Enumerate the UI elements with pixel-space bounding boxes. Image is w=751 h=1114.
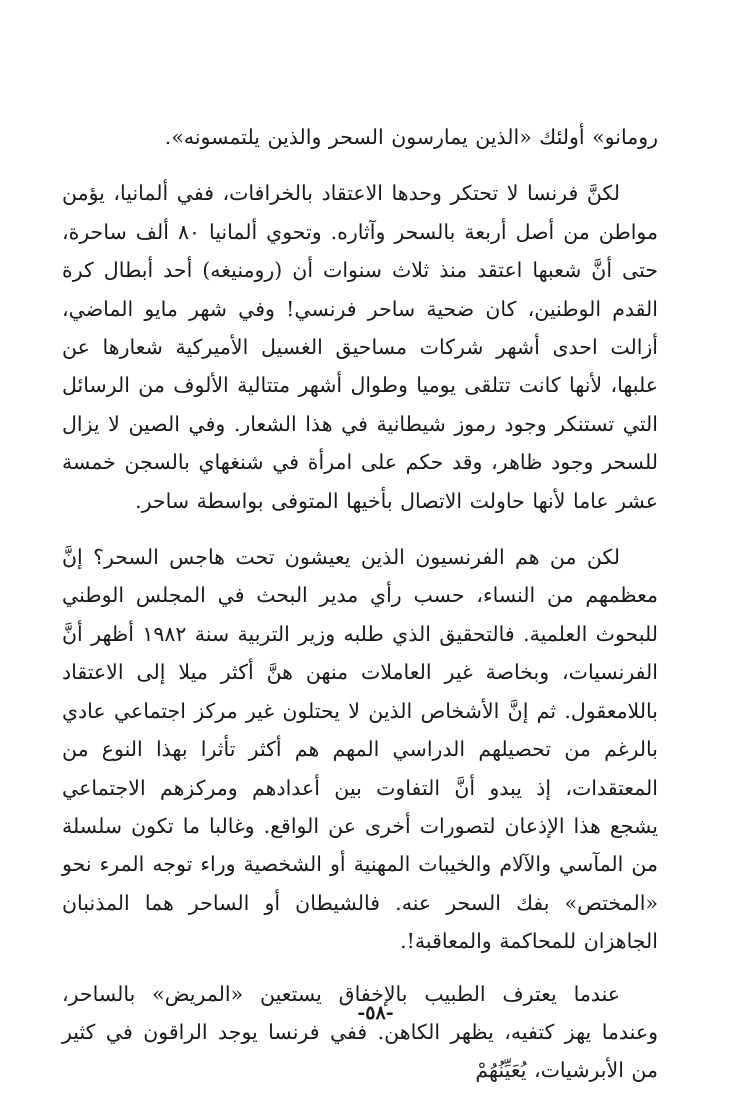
paragraph-gap — [62, 156, 658, 174]
paragraph-4: عندما يعترف الطبيب بالإخفاق يستعين «المريض» بالساحر، وعندما يهز كتفيه، يظهر الكاهن. ففي فرنسا يوجد الراقون في كثير من الأبرشيات، يُعَيِّنُهُمْ — [62, 981, 658, 1083]
paragraph-2: لكنَّ فرنسا لا تحتكر وحدها الاعتقاد بالخرافات، ففي ألمانيا، يؤمن مواطن من أصل أربعة بالسحر وآثاره. وتحوي ألمانيا ٨٠ ألف ساحرة، حتى أنَّ شعبها اعتقد منذ ثلاث سنوات أن (رومنيغه) أحد أبطال كرة القدم الوطنين، كان ضحية ساحر فرنسي! وفي شهر مايو الماضي، أزالت احدى أشهر شركات مساحيق الغسيل الأميركية شعارها عن علبها، لأنها كانت تتلقى يوميا وطوال أشهر متتالية الألوف من الرسائل التي تستنكر وجود رموز شيطانية في هذا الشعار. وفي الصين لا يزال للسحر وجود ظاهر، وقد حكم على امرأة في شنغهاي بالسجن خمسة عشر عاما لأنها حاولت الاتصال بأخيها المتوفى بواسطة ساحر. — [62, 181, 658, 513]
paragraph-gap — [62, 520, 658, 538]
body-text — [62, 118, 658, 1090]
page-number: -٥٨- — [357, 1002, 394, 1024]
paragraph-gap — [62, 961, 658, 975]
paragraph-3: لكن من هم الفرنسيون الذين يعيشون تحت هاجس السحر؟ إنَّ معظمهم من النساء، حسب رأي مدير البحث في المجلس الوطني للبحوث العلمية. فالتحقيق الذي طلبه وزير التربية سنة ١٩٨٢ أظهر أنَّ الفرنسيات، وبخاصة غير العاملات منهن هنَّ أكثر ميلا إلى الاعتقاد باللامعقول. ثم إنَّ الأشخاص الذين لا يحتلون غير مركز اجتماعي عادي بالرغم من تحصيلهم الدراسي المهم هم أكثر تأثرا بهذا النوع من المعتقدات، إذ يبدو أنَّ التفاوت بين أعدادهم ومركزهم الاجتماعي يشجع هذا الإذعان لتصورات أخرى عن الواقع. وغالبا ما تكون سلسلة من المآسي والآلام والخيبات المهنية أو الشخصية وراء توجه المرء نحو «المختص» بفك السحر عنه. فالشيطان أو الساحر هما المذنبان الجاهزان للمحاكمة والمعاقبة!. — [62, 545, 659, 954]
paragraph-1: رومانو» أولئك «الذين يمارسون السحر والذين يلتمسونه». — [164, 125, 658, 149]
